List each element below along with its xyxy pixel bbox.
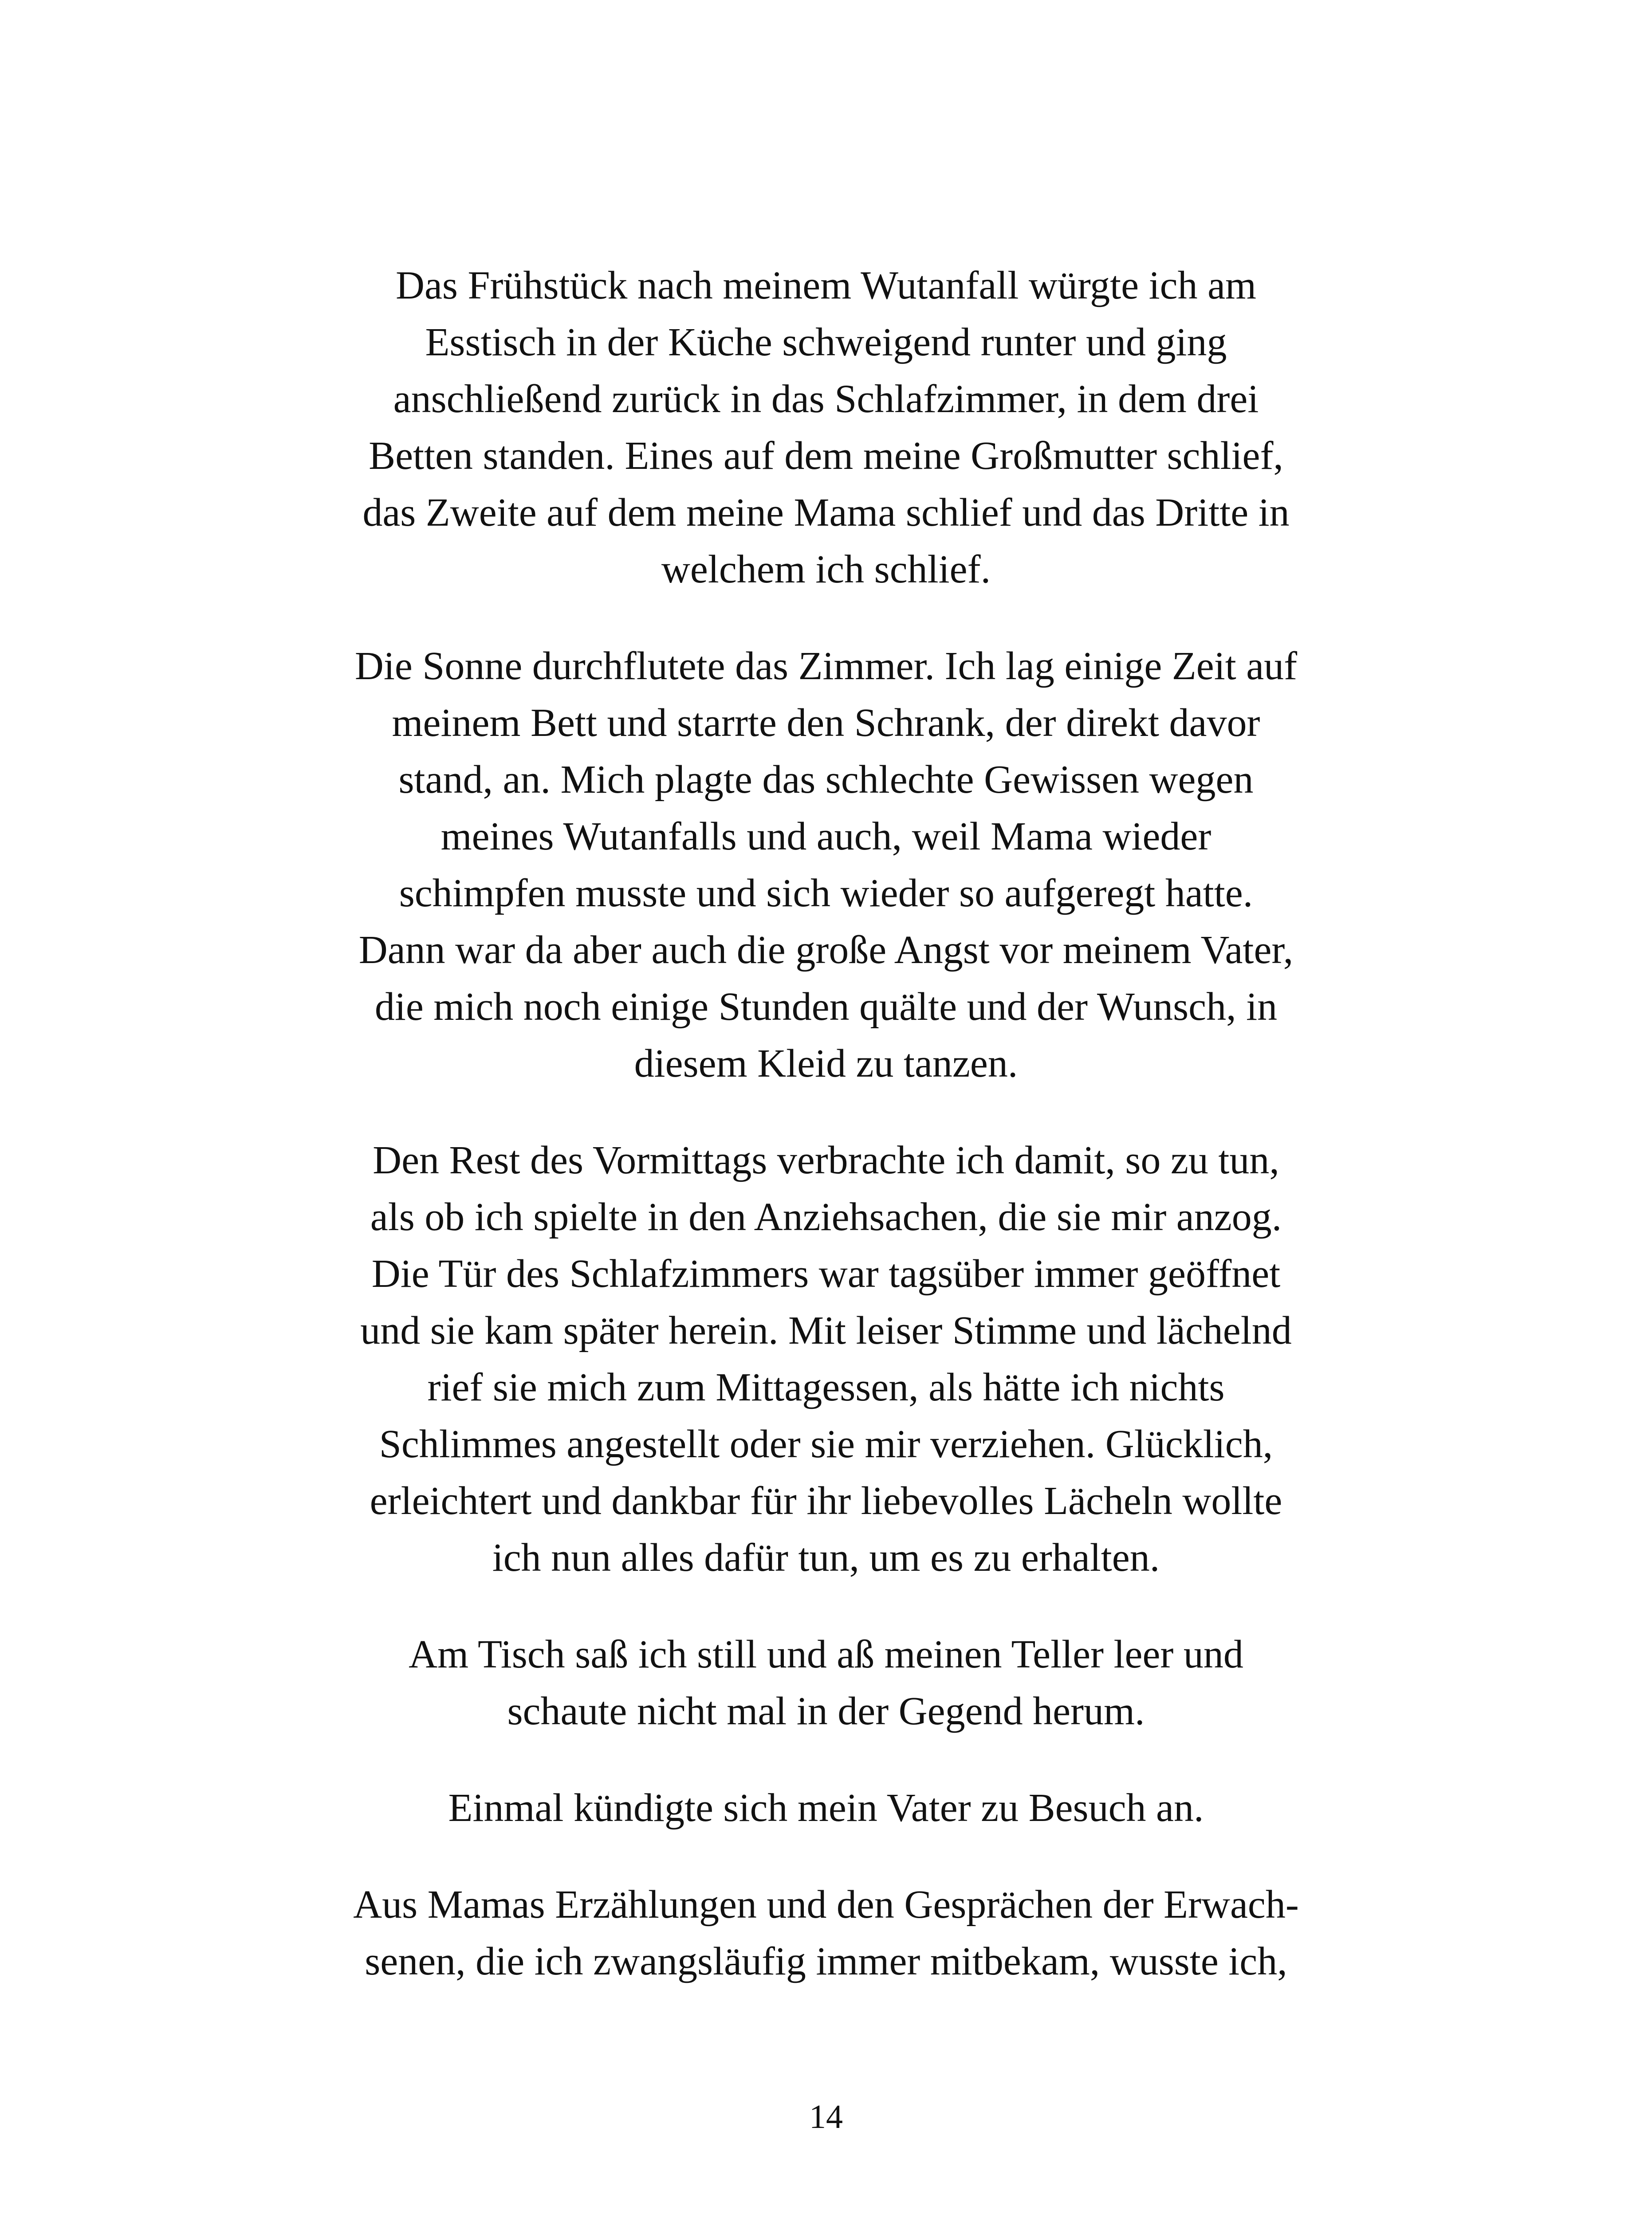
text-line: Das Frühstück nach meinem Wutanfall würgte ich am [395, 263, 1257, 307]
paragraph-5 [337, 1780, 1315, 1837]
text-line: welchem ich schlief. [661, 547, 991, 591]
text-line: Die Sonne durchflutete das Zimmer. Ich lag einige Zeit auf [354, 644, 1298, 688]
text-line: senen, die ich zwangsläufig immer mitbekam, wusste ich, [365, 1939, 1287, 1983]
text-line: schaute nicht mal in der Gegend herum. [507, 1689, 1145, 1733]
text-line: die mich noch einige Stunden quälte und der Wunsch, in [374, 985, 1278, 1029]
text-line: Den Rest des Vormittags verbrachte ich damit, so zu tun, [373, 1138, 1279, 1182]
text-line: Die Tür des Schlafzimmers war tagsüber immer geöffnet [371, 1252, 1281, 1296]
text-line: Esstisch in der Küche schweigend runter und ging [425, 320, 1227, 364]
text-line: anschließend zurück in das Schlafzimmer, in dem drei [393, 377, 1259, 421]
text-line: rief sie mich zum Mittagessen, als hätte ich nichts [427, 1365, 1225, 1409]
text-line: und sie kam später herein. Mit leiser Stimme und lächelnd [360, 1309, 1292, 1353]
paragraph-4 [337, 1626, 1315, 1740]
text-line: Dann war da aber auch die große Angst vor meinem Vater, [358, 928, 1294, 972]
text-line: Schlimmes angestellt oder sie mir verziehen. Glücklich, [379, 1422, 1273, 1466]
paragraph-1 [337, 257, 1315, 598]
text-line: meines Wutanfalls und auch, weil Mama wieder [441, 814, 1211, 858]
text-line: stand, an. Mich plagte das schlechte Gewissen wegen [398, 758, 1254, 802]
paragraph-3 [337, 1132, 1315, 1586]
text-line: erleichtert und dankbar für ihr liebevolles Lächeln wollte [370, 1479, 1282, 1523]
paragraph-6 [337, 1876, 1315, 1990]
paragraph-2 [337, 638, 1315, 1092]
text-line: diesem Kleid zu tanzen. [634, 1042, 1018, 1085]
text-line: Aus Mamas Erzählungen und den Gesprächen der Erwach- [353, 1883, 1299, 1927]
text-line: schimpfen musste und sich wieder so aufgeregt hatte. [399, 871, 1253, 915]
text-line: Am Tisch saß ich still und aß meinen Teller leer und [409, 1632, 1243, 1676]
text-line: Einmal kündigte sich mein Vater zu Besuch an. [448, 1786, 1204, 1830]
text-line: das Zweite auf dem meine Mama schlief und das Dritte in [362, 491, 1290, 535]
body-text [337, 257, 1315, 2030]
text-line: Betten standen. Eines auf dem meine Großmutter schlief, [369, 434, 1283, 478]
page-number: 14 [809, 2098, 843, 2135]
text-line: als ob ich spielte in den Anziehsachen, die sie mir anzog. [370, 1195, 1282, 1239]
text-line: meinem Bett und starrte den Schrank, der direkt davor [392, 701, 1260, 745]
text-line: ich nun alles dafür tun, um es zu erhalten. [492, 1536, 1160, 1580]
